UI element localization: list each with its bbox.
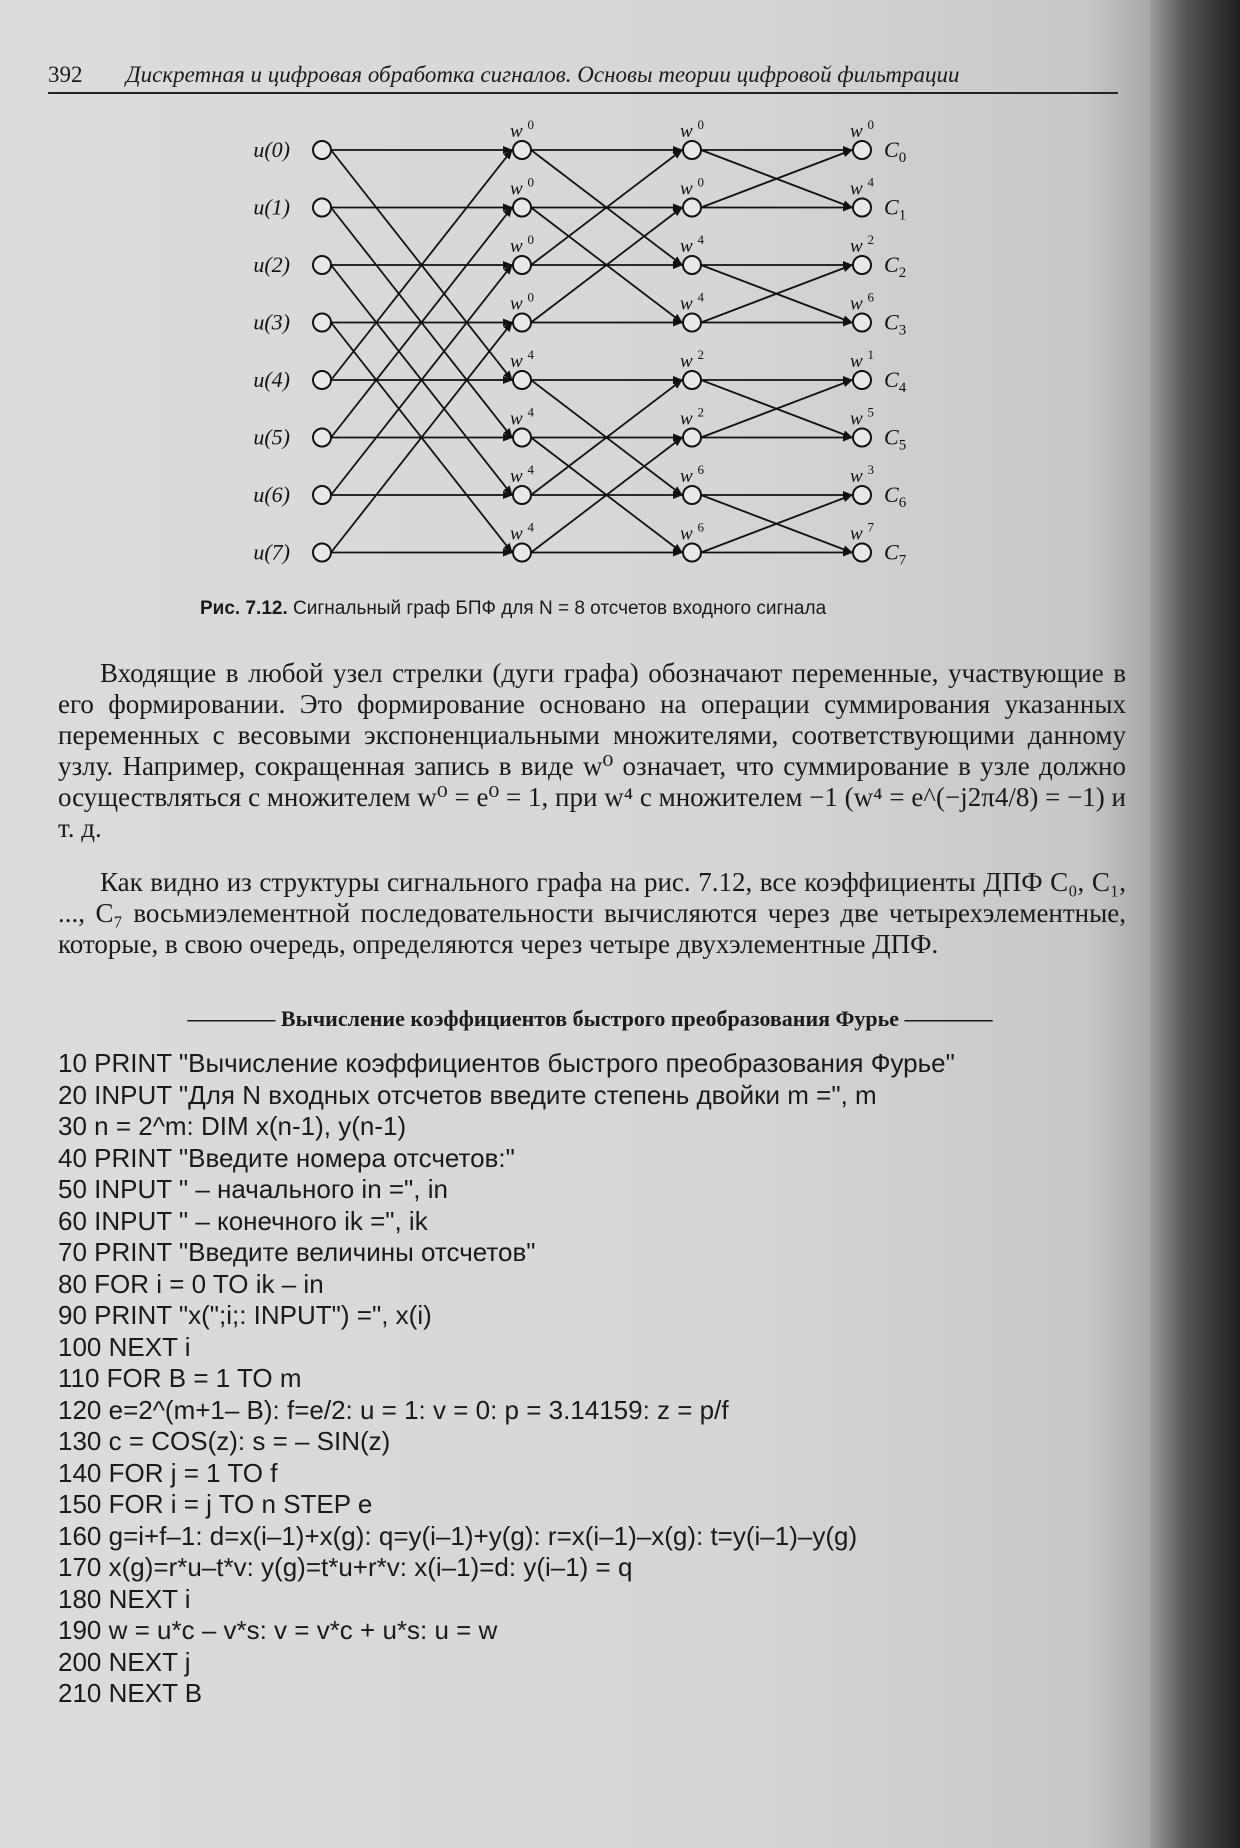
input-label: u(6) [253, 482, 290, 507]
graph-node [513, 141, 531, 159]
input-label: u(4) [253, 367, 290, 392]
code-line: 130 c = COS(z): s = – SIN(z) [58, 1426, 391, 1456]
code-line: 120 e=2^(m+1– B): f=e/2: u = 1: v = 0: p = 3.14159: z = p/f [58, 1394, 729, 1425]
code-line: 210 NEXT B [58, 1678, 203, 1708]
weight-label: w $^4$ [510, 404, 534, 430]
graph-node [313, 314, 331, 332]
code-line: 140 FOR j = 1 TO f [58, 1457, 278, 1488]
graph-node [513, 544, 531, 562]
weight-label: w $^4$ [680, 289, 704, 315]
input-label: u(5) [253, 424, 290, 450]
weight-label: w $^4$ [680, 232, 704, 257]
weight-label: w $^2$ [850, 232, 874, 257]
code-line: 160 g=i+f–1: d=x(i–1)+x(g): q=y(i–1)+y(g): r=x(i–1)–x(g): t=y(i–1)–y(g) [58, 1520, 858, 1551]
code-line: 30 n = 2^m: DIM x(n-1), y(n-1) [58, 1111, 407, 1141]
code-line: 190 w = u*c – v*s: v = v*c + u*s: u = w [58, 1615, 498, 1645]
graph-node [853, 429, 871, 447]
code-line: 110 FOR B = 1 TO m [58, 1363, 302, 1393]
caption-text: Сигнальный граф БПФ для N = 8 отсчетов входного сигнала [293, 598, 827, 619]
graph-node [853, 544, 871, 562]
weight-label: w $^0$ [680, 117, 704, 142]
graph-node [513, 199, 531, 217]
graph-node [683, 544, 701, 562]
graph-node [313, 371, 331, 389]
caption-label: Рис. 7.12. [200, 598, 288, 619]
code-line: 90 PRINT "x(";i;: INPUT") =", x(i) [58, 1300, 432, 1330]
graph-node [313, 141, 331, 159]
graph-node [853, 256, 871, 274]
output-label: $C_6$ [884, 482, 907, 511]
graph-node [313, 199, 331, 217]
input-label: u(1) [253, 194, 290, 220]
paragraph-1-text: Входящие в любой узел стрелки (дуги графа) обозначают переменные, участвующие в его формировании. Это формирование основано на операции суммирования указанных переменных с весовыми экспоненциальными множителями, соответствующими данному узлу. Например, сокращенная запись в виде w⁰ означает, что суммирование в узле должно осуществляться с множителем w⁰ = e⁰ = 1, при w⁴ с множителем −1 (w⁴ = e^(−j2π4/8) = −1) и т. д. [58, 658, 1126, 843]
weight-label: w $^6$ [680, 519, 704, 545]
running-title: Дискретная и цифровая обработка сигналов. Основы теории цифровой фильтрации [126, 62, 960, 87]
weight-label: w $^0$ [510, 174, 534, 200]
graph-node [853, 141, 871, 159]
section-title: ———— Вычисление коэффициентов быстрого преобразования Фурье ———— [187, 1006, 993, 1031]
output-label: $C_3$ [884, 309, 907, 339]
weight-label: w $^4$ [510, 519, 534, 545]
graph-node [683, 199, 701, 217]
paragraph-1 [58, 658, 1126, 844]
input-label: u(7) [253, 539, 290, 565]
graph-node [853, 314, 871, 332]
output-label: $C_5$ [884, 424, 907, 454]
graph-node [853, 371, 871, 389]
code-line: 10 PRINT "Вычисление коэффициентов быстрого преобразования Фурье" [58, 1048, 955, 1078]
graph-node [683, 141, 701, 159]
output-label: $C_1$ [884, 194, 907, 224]
weight-label: w $^1$ [850, 347, 874, 372]
weight-label: w $^7$ [850, 519, 874, 545]
weight-label: w $^4$ [850, 174, 874, 200]
weight-label: w $^2$ [680, 404, 704, 430]
graph-node [513, 486, 531, 504]
weight-label: w $^0$ [850, 117, 874, 142]
code-line: 80 FOR i = 0 TO ik – in [58, 1268, 324, 1299]
weight-label: w $^0$ [510, 289, 534, 315]
code-line: 150 FOR i = j TO n STEP e [58, 1489, 373, 1519]
input-label: u(2) [253, 252, 290, 277]
weight-label: w $^4$ [510, 347, 534, 372]
graph-node [683, 314, 701, 332]
weight-label: w $^0$ [510, 232, 534, 257]
input-label: u(0) [253, 137, 290, 162]
output-label: $C_4$ [884, 367, 907, 396]
graph-node [313, 544, 331, 562]
code-line: 40 PRINT "Введите номера отсчетов:" [58, 1142, 515, 1173]
weight-label: w $^3$ [850, 462, 874, 487]
weight-label: w $^6$ [680, 462, 704, 487]
code-line: 100 NEXT i [58, 1331, 191, 1362]
code-line: 70 PRINT "Введите величины отсчетов" [58, 1237, 536, 1267]
weight-label: w $^5$ [850, 404, 874, 430]
weight-label: w $^4$ [510, 462, 534, 487]
code-line: 20 INPUT "Для N входных отсчетов введите степень двойки m =", m [58, 1079, 877, 1110]
graph-node [683, 371, 701, 389]
weight-label: w $^0$ [680, 174, 704, 200]
output-label: $C_0$ [884, 137, 907, 166]
page-number: 392 [48, 62, 83, 87]
code-line: 50 INPUT " – начального in =", in [58, 1174, 448, 1204]
input-label: u(3) [253, 309, 290, 335]
graph-node [313, 429, 331, 447]
code-line: 60 INPUT " – конечного ik =", ik [58, 1205, 428, 1236]
weight-label: w $^2$ [680, 347, 704, 372]
weight-label: w $^6$ [850, 289, 874, 315]
graph-node [683, 486, 701, 504]
weight-label: w $^0$ [510, 117, 534, 142]
code-line: 200 NEXT j [58, 1646, 191, 1677]
basic-program-listing [58, 1048, 1118, 1710]
graph-node [853, 486, 871, 504]
code-line: 170 x(g)=r*u–t*v: y(g)=t*u+r*v: x(i–1)=d: y(i–1) = q [58, 1552, 633, 1582]
figure-caption [200, 598, 1020, 620]
graph-node [513, 314, 531, 332]
paragraph-2 [58, 867, 1126, 960]
graph-node [513, 429, 531, 447]
graph-node [313, 486, 331, 504]
graph-node [683, 256, 701, 274]
graph-node [513, 371, 531, 389]
code-line: 180 NEXT i [58, 1583, 191, 1614]
graph-node [513, 256, 531, 274]
graph-node [853, 199, 871, 217]
graph-node [683, 429, 701, 447]
output-label: $C_7$ [884, 539, 907, 569]
output-label: $C_2$ [884, 252, 907, 281]
fft-signal-graph [0, 0, 1180, 600]
paragraph-2-text: Как видно из структуры сигнального графа на рис. 7.12, все коэффициенты ДПФ C₀, C₁, ..., C₇ восьмиэлементной последовательности вычисляются через две четырехэлементные, которые, в свою очередь, определяются через четыре двухэлементные ДПФ. [58, 867, 1126, 959]
book-spine-shadow [1150, 0, 1240, 1848]
graph-node [313, 256, 331, 274]
